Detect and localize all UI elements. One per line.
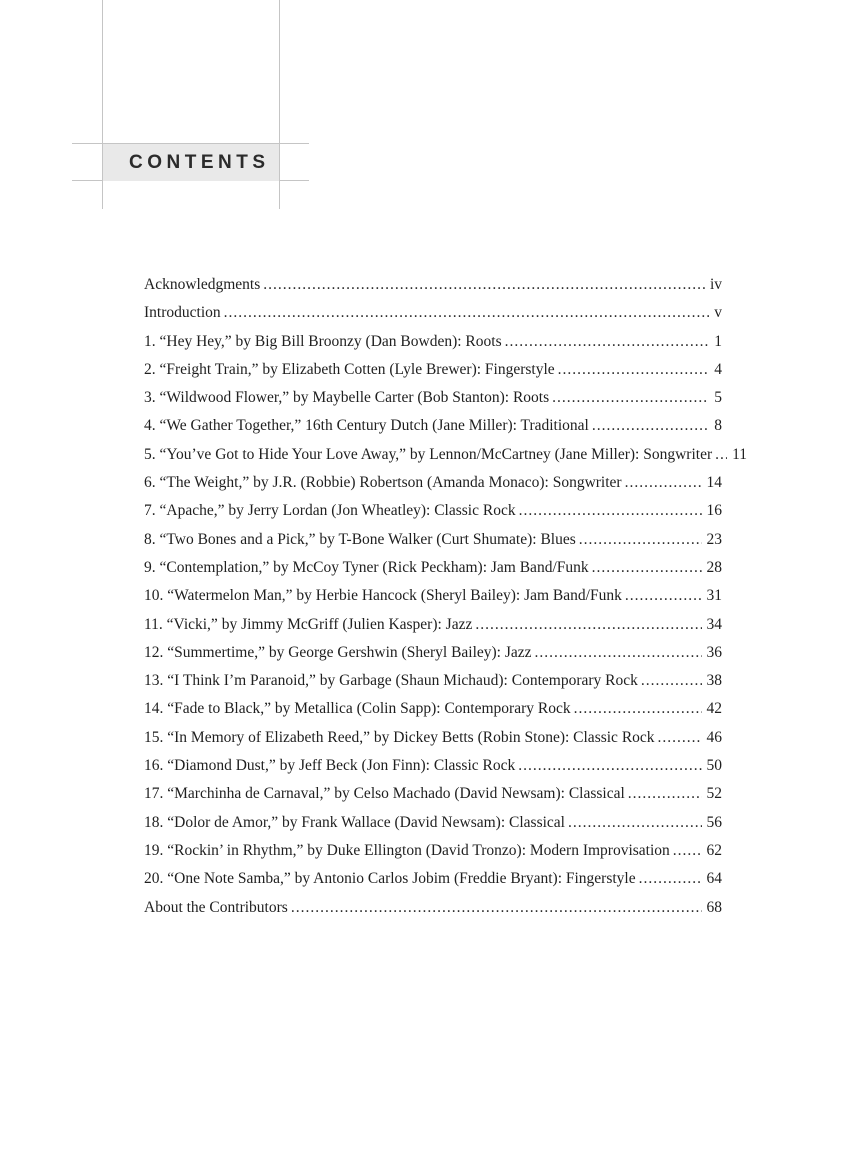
- toc-entry: [144, 497, 722, 525]
- toc-dot-leader: [592, 554, 702, 582]
- toc-dot-leader: [518, 752, 701, 780]
- toc-entry: [144, 441, 748, 469]
- toc-dot-leader: [625, 469, 702, 497]
- toc-dot-leader: [263, 271, 705, 299]
- toc-dot-leader: [519, 497, 702, 525]
- toc-entry-label: 6. “The Weight,” by J.R. (Robbie) Robertson (Amanda Monaco): Songwriter: [144, 474, 622, 492]
- title-box: [103, 144, 279, 181]
- toc-dot-leader: [592, 412, 709, 440]
- toc-page-number: 5: [714, 389, 722, 407]
- toc-dot-leader: [658, 724, 702, 752]
- toc-dot-leader: [224, 299, 710, 327]
- toc-dot-leader: [475, 611, 701, 639]
- toc-page-number: 31: [706, 587, 722, 605]
- toc-entry-label: 10. “Watermelon Man,” by Herbie Hancock (Sheryl Bailey): Jam Band/Funk: [144, 587, 622, 605]
- toc-entry-label: About the Contributors: [144, 898, 288, 916]
- toc-entry-label: 7. “Apache,” by Jerry Lordan (Jon Wheatley): Classic Rock: [144, 502, 516, 520]
- toc-list: [144, 271, 748, 922]
- toc-entry-label: 4. “We Gather Together,” 16th Century Dutch (Jane Miller): Traditional: [144, 417, 589, 435]
- toc-dot-leader: [579, 526, 702, 554]
- toc-entry-label: Acknowledgments: [144, 276, 261, 293]
- toc-dot-leader: [715, 441, 727, 469]
- toc-dot-leader: [639, 865, 702, 893]
- toc-entry: [144, 695, 722, 723]
- toc-entry: [144, 412, 722, 440]
- toc-page-number: 1: [714, 332, 722, 350]
- toc-entry: [144, 328, 722, 356]
- toc-entry-label: 15. “In Memory of Elizabeth Reed,” by Dickey Betts (Robin Stone): Classic Rock: [144, 728, 655, 746]
- toc-entry-label: 1. “Hey Hey,” by Big Bill Broonzy (Dan Bowden): Roots: [144, 332, 502, 350]
- toc-page-number: 4: [714, 360, 722, 378]
- toc-page-number: 28: [706, 558, 722, 576]
- toc-page-number: 46: [706, 728, 722, 746]
- toc-entry-label: 8. “Two Bones and a Pick,” by T-Bone Walker (Curt Shumate): Blues: [144, 530, 576, 548]
- toc-entry-label: 16. “Diamond Dust,” by Jeff Beck (Jon Finn): Classic Rock: [144, 757, 516, 775]
- toc-entry: [144, 582, 722, 610]
- toc-entry: [144, 469, 722, 497]
- toc-entry-label: 9. “Contemplation,” by McCoy Tyner (Rick Peckham): Jam Band/Funk: [144, 558, 589, 576]
- toc-entry-label: 14. “Fade to Black,” by Metallica (Colin Sapp): Contemporary Rock: [144, 700, 571, 718]
- toc-entry-label: 2. “Freight Train,” by Elizabeth Cotten (Lyle Brewer): Fingerstyle: [144, 360, 555, 378]
- toc-page-number: 68: [706, 898, 722, 916]
- toc-dot-leader: [641, 667, 702, 695]
- toc-page-number: 64: [706, 870, 722, 888]
- toc-entry-label: 13. “I Think I’m Paranoid,” by Garbage (Shaun Michaud): Contemporary Rock: [144, 672, 638, 690]
- page-title: CONTENTS: [129, 151, 270, 173]
- toc-dot-leader: [535, 639, 702, 667]
- toc-entry: [144, 809, 722, 837]
- toc-entry-label: 3. “Wildwood Flower,” by Maybelle Carter (Bob Stanton): Roots: [144, 389, 550, 407]
- toc-entry: [144, 554, 722, 582]
- toc-page-number: 42: [706, 700, 722, 718]
- decor-vertical-rule-right: [279, 0, 280, 209]
- toc-page-number: 36: [706, 643, 722, 661]
- toc-entry: [144, 894, 722, 922]
- toc-page-number: 62: [706, 841, 722, 859]
- toc-dot-leader: [558, 356, 710, 384]
- toc-entry: [144, 356, 722, 384]
- toc-page-number: 34: [706, 615, 722, 633]
- toc-entry: [144, 271, 722, 299]
- toc-entry: [144, 752, 722, 780]
- toc-entry-label: 11. “Vicki,” by Jimmy McGriff (Julien Kasper): Jazz: [144, 615, 473, 633]
- toc-entry: [144, 780, 722, 808]
- toc-dot-leader: [291, 894, 702, 922]
- toc-entry-label: 5. “You’ve Got to Hide Your Love Away,” by Lennon/McCartney (Jane Miller): Songwriter: [144, 445, 713, 463]
- toc-entry: [144, 526, 722, 554]
- toc-dot-leader: [628, 780, 702, 808]
- toc-dot-leader: [673, 837, 702, 865]
- toc-page-number: 38: [706, 672, 722, 690]
- toc-entry-label: 17. “Marchinha de Carnaval,” by Celso Machado (David Newsam): Classical: [144, 785, 625, 803]
- toc-entry: [144, 865, 722, 893]
- toc-entry: [144, 837, 722, 865]
- toc-entry-label: 19. “Rockin’ in Rhythm,” by Duke Ellington (David Tronzo): Modern Improvisation: [144, 841, 670, 859]
- toc-page-number: 50: [706, 757, 722, 775]
- toc-entry: [144, 611, 722, 639]
- toc-entry: [144, 299, 722, 327]
- toc-page-number: v: [714, 304, 722, 322]
- toc-entry: [144, 384, 722, 412]
- toc-page-number: iv: [709, 276, 722, 293]
- toc-entry-label: Introduction: [144, 304, 221, 322]
- toc-dot-leader: [574, 695, 702, 723]
- toc-entry-label: 12. “Summertime,” by George Gershwin (Sheryl Bailey): Jazz: [144, 643, 532, 661]
- toc-entry: [144, 639, 722, 667]
- toc-page-number: 14: [706, 474, 722, 492]
- toc-entry-label: 18. “Dolor de Amor,” by Frank Wallace (David Newsam): Classical: [144, 813, 565, 831]
- toc-entry-label: 20. “One Note Samba,” by Antonio Carlos Jobim (Freddie Bryant): Fingerstyle: [144, 870, 636, 888]
- toc-entry: [144, 724, 722, 752]
- toc-page-number: 16: [706, 502, 722, 520]
- toc-dot-leader: [625, 582, 702, 610]
- toc-entry: [144, 667, 722, 695]
- toc-page-number: 23: [706, 530, 722, 548]
- toc-page-number: 56: [706, 813, 722, 831]
- toc-dot-leader: [505, 328, 710, 356]
- toc-page-number: 8: [714, 417, 722, 435]
- toc-dot-leader: [568, 809, 702, 837]
- toc-page-number: 11: [732, 445, 748, 463]
- toc-page-number: 52: [706, 785, 722, 803]
- toc-dot-leader: [552, 384, 709, 412]
